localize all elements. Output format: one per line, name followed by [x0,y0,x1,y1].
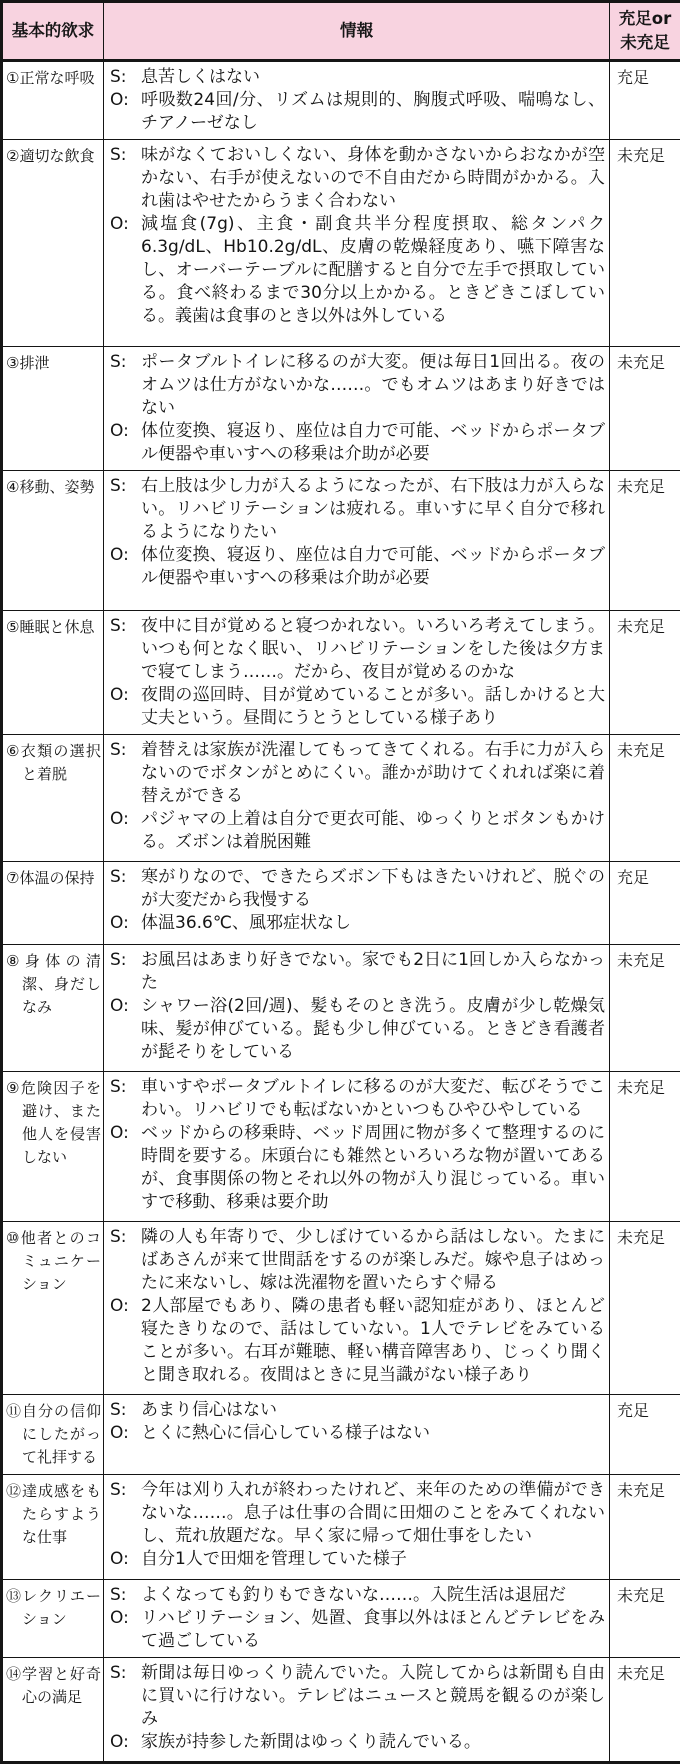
subjective-entry [110,475,605,544]
information-cell [104,735,610,862]
need-cell [2,140,104,347]
table-row [2,1658,680,1763]
status-cell: 未充足 [610,1222,680,1395]
objective-text: 体位変換、寝返り、座位は自力で可能、ベッドからポータブル便器や車いすへの移乗は介助が必要 [141,544,605,590]
subjective-prefix: S: [110,1584,141,1607]
objective-entry [110,1731,605,1754]
table-row [2,347,680,471]
subjective-text: あまり信心はない [141,1399,605,1422]
status-cell: 未充足 [610,945,680,1072]
objective-entry [110,912,605,935]
objective-text: 体位変換、寝返り、座位は自力で可能、ベッドからポータブル便器や車いすへの移乗は介助が必要 [141,420,605,466]
subjective-text: 寒がりなので、できたらズボン下もはきたいけれど、脱ぐのが大変だから我慢する [141,866,605,912]
objective-text: 自分1人で田畑を管理していた様子 [141,1548,605,1571]
objective-prefix: O: [110,912,141,935]
need-cell [2,1222,104,1395]
information-cell [104,1580,610,1658]
need-label: ④移動、姿勢 [6,476,101,499]
objective-entry [110,808,605,854]
table-row [2,945,680,1072]
need-label: ⑨危険因子を避け、また他人を侵害しない [6,1077,101,1169]
subjective-text: よくなっても釣りもできないな……。入院生活は退屈だ [141,1584,605,1607]
objective-text: 家族が持参した新聞はゆっくり読んでいる。 [141,1731,605,1754]
need-label: ⑤睡眠と休息 [6,616,101,639]
need-label: ⑧身体の清潔、身だしなみ [6,950,101,1019]
subjective-text: 隣の人も年寄りで、少しぼけているから話はしない。たまにばあさんが来て世間話をするのが楽しみだ。嫁や息子はめったに来ないし、嫁は洗濯物を置いたらすぐ帰る [141,1226,605,1295]
objective-prefix: O: [110,544,141,567]
subjective-prefix: S: [110,351,141,374]
status-cell: 充足 [610,61,680,140]
subjective-prefix: S: [110,475,141,498]
need-cell [2,1072,104,1222]
need-cell [2,471,104,611]
status-cell: 未充足 [610,1580,680,1658]
objective-prefix: O: [110,1295,141,1318]
need-label: ⑩他者とのコミュニケーション [6,1227,101,1296]
subjective-text: 夜中に目が覚めると寝つかれない。いろいろ考えてしまう。いつも何となく眠い、リハビリテーションをした後は夕方まで寝てしまう……。だから、夜目が覚めるのかな [141,615,605,684]
table-row [2,1222,680,1395]
objective-text: 減塩食(7g)、主食・副食共半分程度摂取、総タンパク6.3g/dL、Hb10.2g/dL、皮膚の乾燥経度あり、嚥下障害なし、オーバーテーブルに配膳すると自分で左手で摂取している。食べ終わるまで30分以上かかる。ときどきこぼしている。義歯は食事のとき以外は外している [141,213,605,328]
objective-entry [110,684,605,730]
objective-prefix: O: [110,213,141,236]
subjective-entry [110,866,605,912]
objective-prefix: O: [110,420,141,443]
information-cell [104,1395,610,1475]
need-cell [2,862,104,945]
need-label: ①正常な呼吸 [6,67,101,90]
need-label: ⑦体温の保持 [6,867,101,890]
subjective-entry [110,144,605,213]
subjective-entry [110,1076,605,1122]
status-cell: 未充足 [610,1475,680,1580]
status-cell: 充足 [610,1395,680,1475]
need-cell [2,945,104,1072]
header-status: 充足or未充足 [610,2,680,61]
subjective-prefix: S: [110,866,141,889]
objective-text: 夜間の巡回時、目が覚めていることが多い。話しかけると大丈夫という。昼間にうとうとしている様子あり [141,684,605,730]
status-cell: 充足 [610,862,680,945]
table-row [2,611,680,735]
status-cell: 未充足 [610,347,680,471]
need-cell [2,1475,104,1580]
subjective-prefix: S: [110,1662,141,1685]
subjective-entry [110,1479,605,1548]
objective-entry [110,544,605,590]
subjective-text: お風呂はあまり好きでない。家でも2日に1回しか入らなかった [141,949,605,995]
subjective-entry [110,351,605,420]
objective-prefix: O: [110,89,141,112]
objective-text: とくに熱心に信心している様子はない [141,1422,605,1445]
subjective-prefix: S: [110,615,141,638]
information-cell [104,471,610,611]
need-cell [2,735,104,862]
subjective-prefix: S: [110,1479,141,1502]
subjective-text: 右上肢は少し力が入るようになったが、右下肢は力が入らない。リハビリテーションは疲れる。車いすに早く自分で移れるようになりたい [141,475,605,544]
subjective-prefix: S: [110,1399,141,1422]
need-label: ⑭学習と好奇心の満足 [6,1663,101,1709]
need-cell [2,1658,104,1763]
objective-entry [110,1122,605,1214]
status-cell: 未充足 [610,140,680,347]
objective-prefix: O: [110,808,141,831]
objective-prefix: O: [110,995,141,1018]
objective-prefix: O: [110,1607,141,1630]
objective-text: 体温36.6℃、風邪症状なし [141,912,605,935]
subjective-entry [110,1584,605,1607]
information-cell [104,862,610,945]
need-label: ⑬レクリエーション [6,1585,101,1631]
status-cell: 未充足 [610,735,680,862]
subjective-entry [110,739,605,808]
table-row [2,1580,680,1658]
table-row [2,735,680,862]
need-cell [2,347,104,471]
table-row [2,471,680,611]
subjective-entry [110,1399,605,1422]
need-label: ⑪自分の信仰にしたがって礼拝する [6,1400,101,1469]
objective-entry [110,1548,605,1571]
information-cell [104,1658,610,1763]
objective-entry [110,1295,605,1387]
objective-entry [110,995,605,1064]
objective-text: パジャマの上着は自分で更衣可能、ゆっくりとボタンもかける。ズボンは着脱困難 [141,808,605,854]
objective-entry [110,420,605,466]
information-cell [104,1222,610,1395]
information-cell [104,347,610,471]
subjective-text: 車いすやポータブルトイレに移るのが大変だ、転びそうでこわい。リハビリでも転ばないかといつもひやひやしている [141,1076,605,1122]
subjective-entry [110,615,605,684]
header-basic-needs: 基本的欲求 [2,2,104,61]
objective-prefix: O: [110,1548,141,1571]
objective-text: リハビリテーション、処置、食事以外はほとんどテレビをみて過ごしている [141,1607,605,1653]
subjective-prefix: S: [110,1226,141,1249]
need-label: ⑫達成感をもたらすような仕事 [6,1480,101,1549]
subjective-prefix: S: [110,739,141,762]
objective-text: ベッドからの移乗時、ベッド周囲に物が多くて整理するのに時間を要する。床頭台にも雑然といろいろな物が置いてあるが、食事関係の物とそれ以外の物が入り混じっている。車いすで移動、移乗は要介助 [141,1122,605,1214]
table-row [2,862,680,945]
need-label: ③排泄 [6,352,101,375]
subjective-prefix: S: [110,1076,141,1099]
subjective-prefix: S: [110,949,141,972]
subjective-text: 今年は刈り入れが終わったけれど、来年のための準備ができないな……。息子は仕事の合間に田畑のことをみてくれないし、荒れ放題だな。早く家に帰って畑仕事をしたい [141,1479,605,1548]
subjective-text: 新聞は毎日ゆっくり読んでいた。入院してからは新聞も自由に買いに行けない。テレビはニュースと競馬を観るのが楽しみ [141,1662,605,1731]
subjective-text: ポータブルトイレに移るのが大変。便は毎日1回出る。夜のオムツは仕方がないかな……。でもオムツはあまり好きではない [141,351,605,420]
need-label: ⑥衣類の選択と着脱 [6,740,101,786]
information-cell [104,61,610,140]
status-cell: 未充足 [610,471,680,611]
status-cell: 未充足 [610,1072,680,1222]
subjective-entry [110,1662,605,1731]
subjective-text: 味がなくておいしくない、身体を動かさないからおなかが空かない、右手が使えないので不自由だから時間がかかる。入れ歯はやせたからうまく合わない [141,144,605,213]
table-row [2,140,680,347]
table-row [2,1475,680,1580]
objective-entry [110,213,605,328]
objective-text: 呼吸数24回/分、リズムは規則的、胸腹式呼吸、喘鳴なし、チアノーゼなし [141,89,605,135]
objective-text: シャワー浴(2回/週)、髪もそのとき洗う。皮膚が少し乾燥気味、髪が伸びている。髭も少し伸びている。ときどき看護者が髭そりをしている [141,995,605,1064]
information-cell [104,140,610,347]
subjective-entry [110,949,605,995]
information-cell [104,1475,610,1580]
need-cell [2,611,104,735]
objective-entry [110,1607,605,1653]
information-cell [104,611,610,735]
objective-entry [110,1422,605,1445]
subjective-text: 息苦しくはない [141,66,605,89]
header-information: 情報 [104,2,610,61]
table-row [2,1395,680,1475]
need-cell [2,61,104,140]
need-cell [2,1580,104,1658]
objective-prefix: O: [110,1422,141,1445]
header-row [2,2,680,61]
status-cell: 未充足 [610,1658,680,1763]
table-row [2,61,680,140]
subjective-entry [110,1226,605,1295]
objective-prefix: O: [110,684,141,707]
information-cell [104,945,610,1072]
subjective-text: 着替えは家族が洗濯してもってきてくれる。右手に力が入らないのでボタンがとめにくい。誰かが助けてくれれば楽に着替えができる [141,739,605,808]
objective-prefix: O: [110,1122,141,1145]
subjective-prefix: S: [110,66,141,89]
subjective-entry [110,66,605,89]
need-label: ②適切な飲食 [6,145,101,168]
subjective-prefix: S: [110,144,141,167]
table-row [2,1072,680,1222]
status-cell: 未充足 [610,611,680,735]
objective-text: 2人部屋でもあり、隣の患者も軽い認知症があり、ほとんど寝たきりなので、話はしていない。1人でテレビをみていることが多い。右耳が難聴、軽い構音障害あり、じっくり聞くと聞き取れる。夜間はときに見当識がない様子あり [141,1295,605,1387]
information-cell [104,1072,610,1222]
need-cell [2,1395,104,1475]
objective-entry [110,89,605,135]
objective-prefix: O: [110,1731,141,1754]
assessment-rows [2,61,680,1763]
